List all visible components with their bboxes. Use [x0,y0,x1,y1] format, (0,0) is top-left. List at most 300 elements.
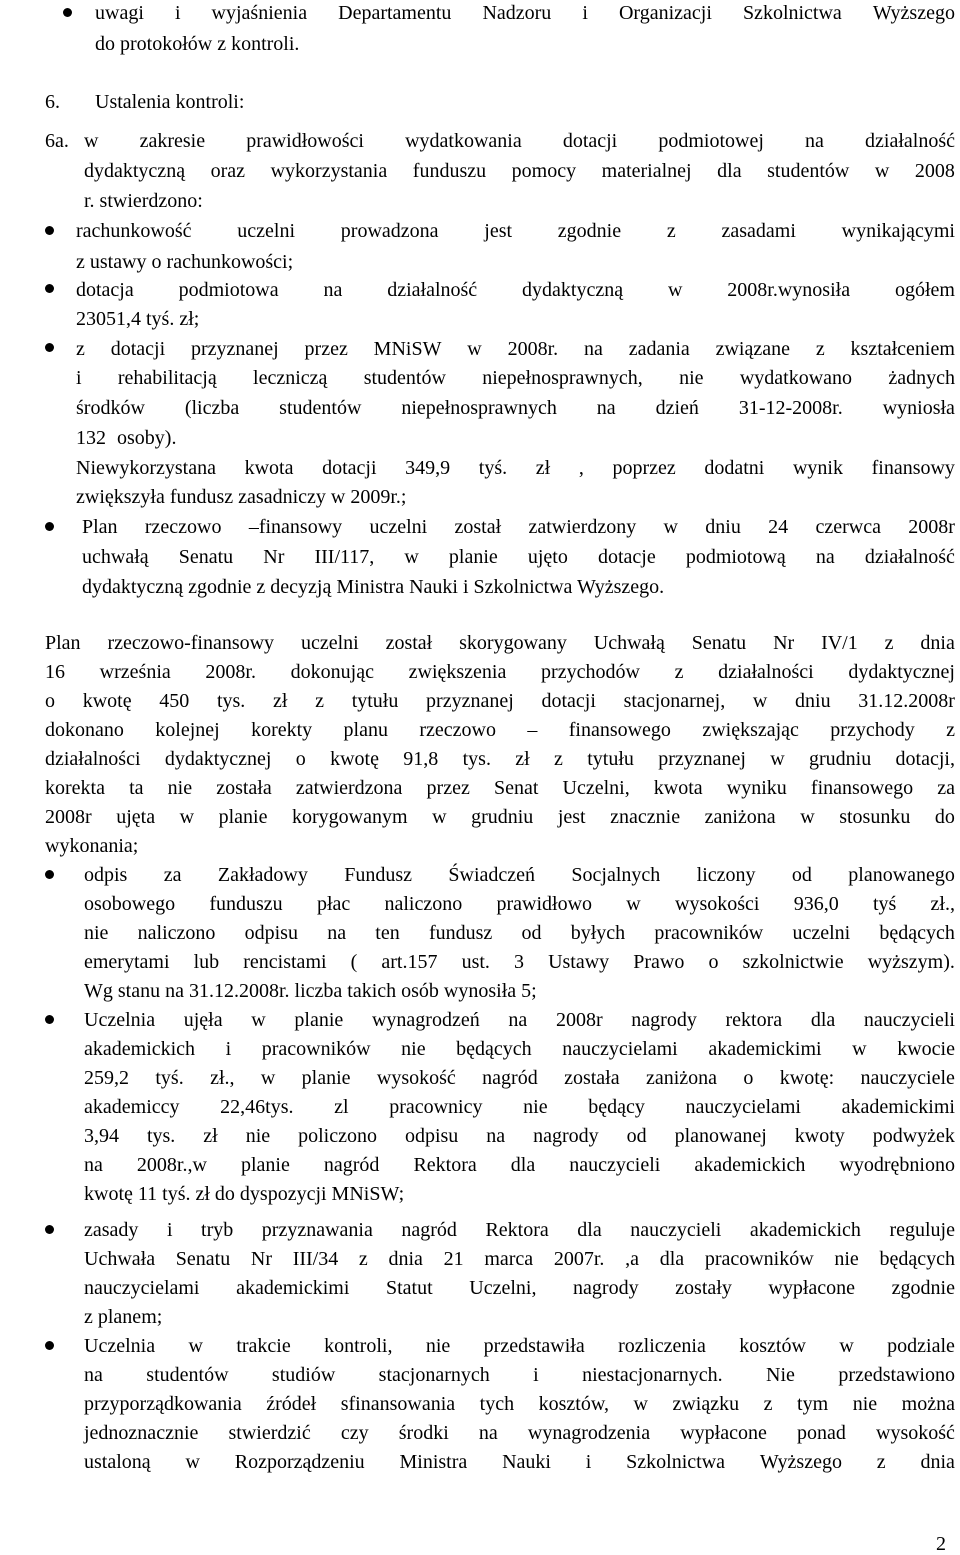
word: Nr [773,632,795,654]
word: działalność [865,130,955,152]
word: została [564,1067,620,1089]
word: z [946,719,955,741]
word: zl [334,1096,349,1118]
word: w [626,893,641,915]
word: znacznie [610,806,681,828]
word: będących [879,922,955,944]
word: nie [834,1248,859,1270]
word: zł., [210,1067,235,1089]
word: kosztów [739,1335,806,1357]
word: dla [810,1009,836,1031]
word: i [582,2,588,24]
word: wynagrodzenia [527,1422,651,1444]
word: nagrody [573,1277,639,1299]
word: dla [510,1154,536,1176]
text-line [84,1276,955,1300]
word: i [174,2,181,24]
word: w [839,1335,854,1357]
word: lub [193,951,220,973]
word: odpisu [244,922,298,944]
word: 2008r.,w [136,1154,207,1176]
word: nauczycielami [685,1096,801,1118]
word: Wyższego [872,2,955,24]
word: Departamentu [338,2,452,24]
word: uczelni [237,220,296,242]
word: 24 [768,516,789,538]
word: pomocy [511,160,577,182]
word: zł., [930,893,955,915]
word: odpisu [404,1125,459,1147]
word: akademickich [694,1154,806,1176]
word: akademiccy [84,1096,180,1118]
word: zł [272,690,288,712]
word: planie [301,1067,351,1089]
text-line [84,1066,955,1090]
word: dla [717,160,742,182]
word: dla [577,1219,602,1241]
word: zł [203,1125,218,1147]
text-line [76,278,955,302]
word: zł [515,748,530,770]
text-line: 23051,4 tyś. zł; [76,308,200,330]
word: Uczelni, [562,777,630,799]
text-line: do protokołów z kontroli. [95,33,300,55]
word: z [884,632,894,654]
text-line [45,718,955,742]
text-line [84,129,955,153]
word: zatwierdzony [528,516,637,538]
word: wynikającymi [841,220,955,242]
word: planie [294,1009,344,1031]
word: Nie [766,1364,795,1386]
word: 31-12-2008r. [738,397,843,419]
word: nie [401,1038,426,1060]
word: uczelni [300,632,359,654]
text-line [84,1334,955,1358]
text-line [45,631,955,655]
word: planie [240,1154,290,1176]
word: wypłacone [768,1277,856,1299]
word: nagrody [631,1009,697,1031]
word: Uchwała [84,1248,156,1270]
word: trakcie [236,1335,291,1357]
word: wyjaśnienia [211,2,308,24]
word: ujęła [183,1009,223,1031]
word: 2008 [914,160,955,182]
word: na [596,397,616,419]
word: w [800,806,815,828]
word: w [251,1009,266,1031]
word: o [708,951,719,973]
word: na [815,546,835,568]
word: Fundusz [344,864,413,886]
word: Zakładowy [217,864,308,886]
word: Senatu [178,546,234,568]
bullet-icon [45,1225,54,1234]
word: przyporządkowania [84,1393,242,1415]
word: tyś. [478,457,508,479]
word: dotacja [76,279,134,301]
word: podziale [887,1335,955,1357]
word: zasady [84,1219,139,1241]
word: przychody [830,719,915,741]
word: środków [76,397,145,419]
word: zaniżona [645,1067,718,1089]
word: 3,94 [84,1125,119,1147]
word: dnia [920,1451,955,1473]
word: Senatu [691,632,747,654]
word: akademickimi [236,1277,350,1299]
text-line: kwotę 11 tyś. zł do dyspozycji MNiSW; [84,1183,405,1205]
text-line: dydaktyczną zgodnie z decyzją Ministra Nauki i Szkolnictwa Wyższego. [82,576,665,598]
word: przyznanej [190,338,279,360]
word: stacjonarnej, [623,690,726,712]
word: korekta [45,777,105,799]
word: , [578,457,584,479]
word: działalność [387,279,478,301]
word: Organizacji [618,2,712,24]
word: Nauki [502,1451,551,1473]
word: Statut [385,1277,433,1299]
word: niepełnosprawnych, [482,367,643,389]
word: w [84,130,99,152]
word: 31.12.2008r [858,690,955,712]
word: wyniosła [882,397,955,419]
word: pracowników [261,1038,371,1060]
word: korygowanym [292,806,408,828]
word: dotacji, [895,748,955,770]
word: III/117, [314,546,375,568]
section-title: Ustalenia kontroli: [95,91,245,113]
word: o [743,1067,754,1089]
text-line [45,660,955,684]
word: Nadzoru [482,2,552,24]
word: ustaloną [84,1451,151,1473]
word: Rozporządzeniu [234,1451,365,1473]
text-line [84,1247,955,1271]
word: można [901,1393,955,1415]
word: stosunku [839,806,911,828]
word: 21 [443,1248,464,1270]
word: dotacji [322,457,377,479]
word: nagrody [533,1125,599,1147]
word: w [852,1038,867,1060]
word: kwocie [897,1038,955,1060]
word: – [527,719,538,741]
word: III/34 [292,1248,339,1270]
section-number: 6. [45,91,60,113]
word: Socjalnych [571,864,661,886]
word: policzono [298,1125,377,1147]
word: będących [879,1248,955,1270]
word: wysokość [376,1067,456,1089]
word: dla [659,1248,685,1270]
word: pracowników [704,1248,814,1270]
word: kwota [653,777,703,799]
word: wyodrębniono [839,1154,955,1176]
word: źródeł [266,1393,317,1415]
word: zł [535,457,551,479]
word: przyznanej [658,748,746,770]
word: rzeczowo-finansowy [107,632,275,654]
word: 16 [45,661,65,683]
bullet-icon [45,226,54,235]
word: uczelni [369,516,428,538]
word: kwoty [794,1125,845,1147]
text-line [84,1153,955,1177]
word: przyznanej [426,690,514,712]
word: działalności [45,748,141,770]
word: zasadami [721,220,796,242]
word: w [432,806,447,828]
word: nie [167,777,193,799]
word: podwyżek [872,1125,955,1147]
word: płac [316,893,351,915]
word: 259,2 [84,1067,129,1089]
word: tytułu [351,690,399,712]
word: nauczycieli [863,1009,955,1031]
text-line [84,892,955,916]
word: rzeczowo [144,516,222,538]
word: Rektora [485,1219,549,1241]
text-line [84,1421,955,1445]
word: działalność [864,546,955,568]
bullet-icon [45,870,54,879]
word: 91,8 [403,748,439,770]
word: z [674,661,684,683]
word: akademickich [84,1038,196,1060]
word: Plan [45,632,81,654]
word: grudniu [471,806,534,828]
word: kosztów, [538,1393,609,1415]
word: skorygowany [459,632,567,654]
word: stacjonarnych [378,1364,490,1386]
text-line [82,515,955,539]
word: nie [679,367,704,389]
word: wysokość [876,1422,955,1444]
text-line [84,863,955,887]
word: liczony [696,864,756,886]
word: nauczycielami [84,1277,200,1299]
word: naliczono [137,922,216,944]
word: Uczelnia [84,1335,156,1357]
word: zakresie [139,130,206,152]
word: działalności [718,661,814,683]
word: 2008r [555,1009,603,1031]
word: osobowego [84,893,176,915]
word: dodatni [704,457,765,479]
word: września [99,661,171,683]
word: materialnej [601,160,692,182]
text-line [95,1,955,25]
word: uczelni [792,922,851,944]
word: za [163,864,182,886]
word: Prawo [633,951,685,973]
word: od [791,864,812,886]
word: nauczycielami [562,1038,678,1060]
word: na [508,1009,528,1031]
word: została [216,777,272,799]
word: ujęto [527,546,568,568]
word: finansowego [568,719,671,741]
word: nie [425,1335,451,1357]
text-line [76,456,955,480]
word: studentów [279,397,362,419]
word: 349,9 [405,457,451,479]
word: kształceniem [850,338,955,360]
word: dydaktycznej [848,661,955,683]
word: 22,46tys. [220,1096,294,1118]
word: sfinansowania [340,1393,456,1415]
word: rektora [725,1009,783,1031]
word: z [554,748,563,770]
word: na [805,130,824,152]
text-line [84,1218,955,1242]
text-line [84,1363,955,1387]
word: studentów [767,160,850,182]
word: przez [304,338,348,360]
word: z [763,1393,773,1415]
word: wypłacone [680,1422,767,1444]
word: Uczelnia [84,1009,156,1031]
word: emerytami [84,951,170,973]
word: kwota [244,457,294,479]
word: dnia [388,1248,423,1270]
bullet-icon [45,1341,54,1350]
word: ogółem [894,279,955,301]
word: podmiotowej [658,130,764,152]
word: z [358,1248,368,1270]
word: dokonując [290,661,374,683]
word: i [533,1364,539,1386]
word: wynik [792,457,843,479]
word: w [874,160,890,182]
word: zaniżona [704,806,776,828]
text-line [84,1037,955,1061]
word: dydaktyczną [522,279,624,301]
text-line [45,747,955,771]
word: czerwca [815,516,881,538]
word: zostały [675,1277,732,1299]
word: poprzez [612,457,676,479]
word: z [815,338,825,360]
text-line: 132 osoby). [76,427,177,449]
word: korekty [251,719,313,741]
word: planu [343,719,388,741]
word: Niewykorzystana [76,457,216,479]
word: przez [426,777,470,799]
word: tys. [146,1125,176,1147]
text-line [84,950,955,974]
word: nie [523,1096,548,1118]
word: zwiększenia [408,661,507,683]
bullet-icon [45,1015,54,1024]
word: nauczyciele [860,1067,955,1089]
word: zwiększając [702,719,799,741]
word: wyniku [726,777,787,799]
word: 2008r.wynosiła [727,279,851,301]
word: podmiotowa [178,279,279,301]
word: leczniczą [253,367,328,389]
word: ten [375,922,400,944]
word: kwotę [82,690,132,712]
word: Wyższego [759,1451,842,1473]
text-line: wykonania; [45,835,139,857]
word: Rektora [413,1154,477,1176]
word: odpis [84,864,128,886]
word: Uczelni, [469,1277,537,1299]
word: Senat [493,777,539,799]
word: 2008r [908,516,955,538]
word: naliczono [384,893,463,915]
word: nagród [323,1154,380,1176]
word: jest [484,220,513,242]
word: został [385,632,433,654]
word: przedstawiła [483,1335,585,1357]
word: dotacji [110,338,166,360]
word: dnia [920,632,955,654]
word: dokonano [45,719,124,741]
word: w [752,690,768,712]
word: Szkolnictwa [742,2,842,24]
word: w [179,806,195,828]
word: Świadczeń [448,864,536,886]
word: studentów [146,1364,229,1386]
word: związane [715,338,790,360]
text-line [45,805,955,829]
word: uchwałą [82,546,149,568]
word: nagród [482,1067,538,1089]
word: ta [129,777,144,799]
bullet-icon [45,522,54,531]
word: nagród [401,1219,457,1241]
text-line: zwiększyła fundusz zasadniczy w 2009r.; [76,486,407,508]
word: ujęta [116,806,156,828]
word: w [633,1393,648,1415]
text-line [76,396,955,420]
word: 2008r [45,806,92,828]
word: planie [448,546,498,568]
word: fundusz [428,922,493,944]
word: planie [218,806,268,828]
word: byłych [570,922,626,944]
word: przedstawiono [838,1364,955,1386]
word: nie [245,1125,271,1147]
word: w [260,1067,276,1089]
word: zadania [628,338,690,360]
word: będący [588,1096,645,1118]
word: przychodów [541,661,640,683]
word: o [45,690,55,712]
text-line [84,1095,955,1119]
bullet-icon [45,343,54,352]
word: nie [852,1393,878,1415]
word: z [876,1451,886,1473]
bullet-icon [63,8,72,17]
word: rehabilitacją [117,367,217,389]
word: studiów [271,1364,336,1386]
word: planowanego [848,864,955,886]
word: stwierdzić [228,1422,311,1444]
word: rozliczenia [618,1335,706,1357]
word: żadnych [888,367,955,389]
word: dydaktyczną [84,160,186,182]
word: od [521,922,542,944]
word: rachunkowość [76,220,192,242]
word: 936,0 [793,893,839,915]
word: studentów [363,367,446,389]
word: podmiotową [685,546,786,568]
